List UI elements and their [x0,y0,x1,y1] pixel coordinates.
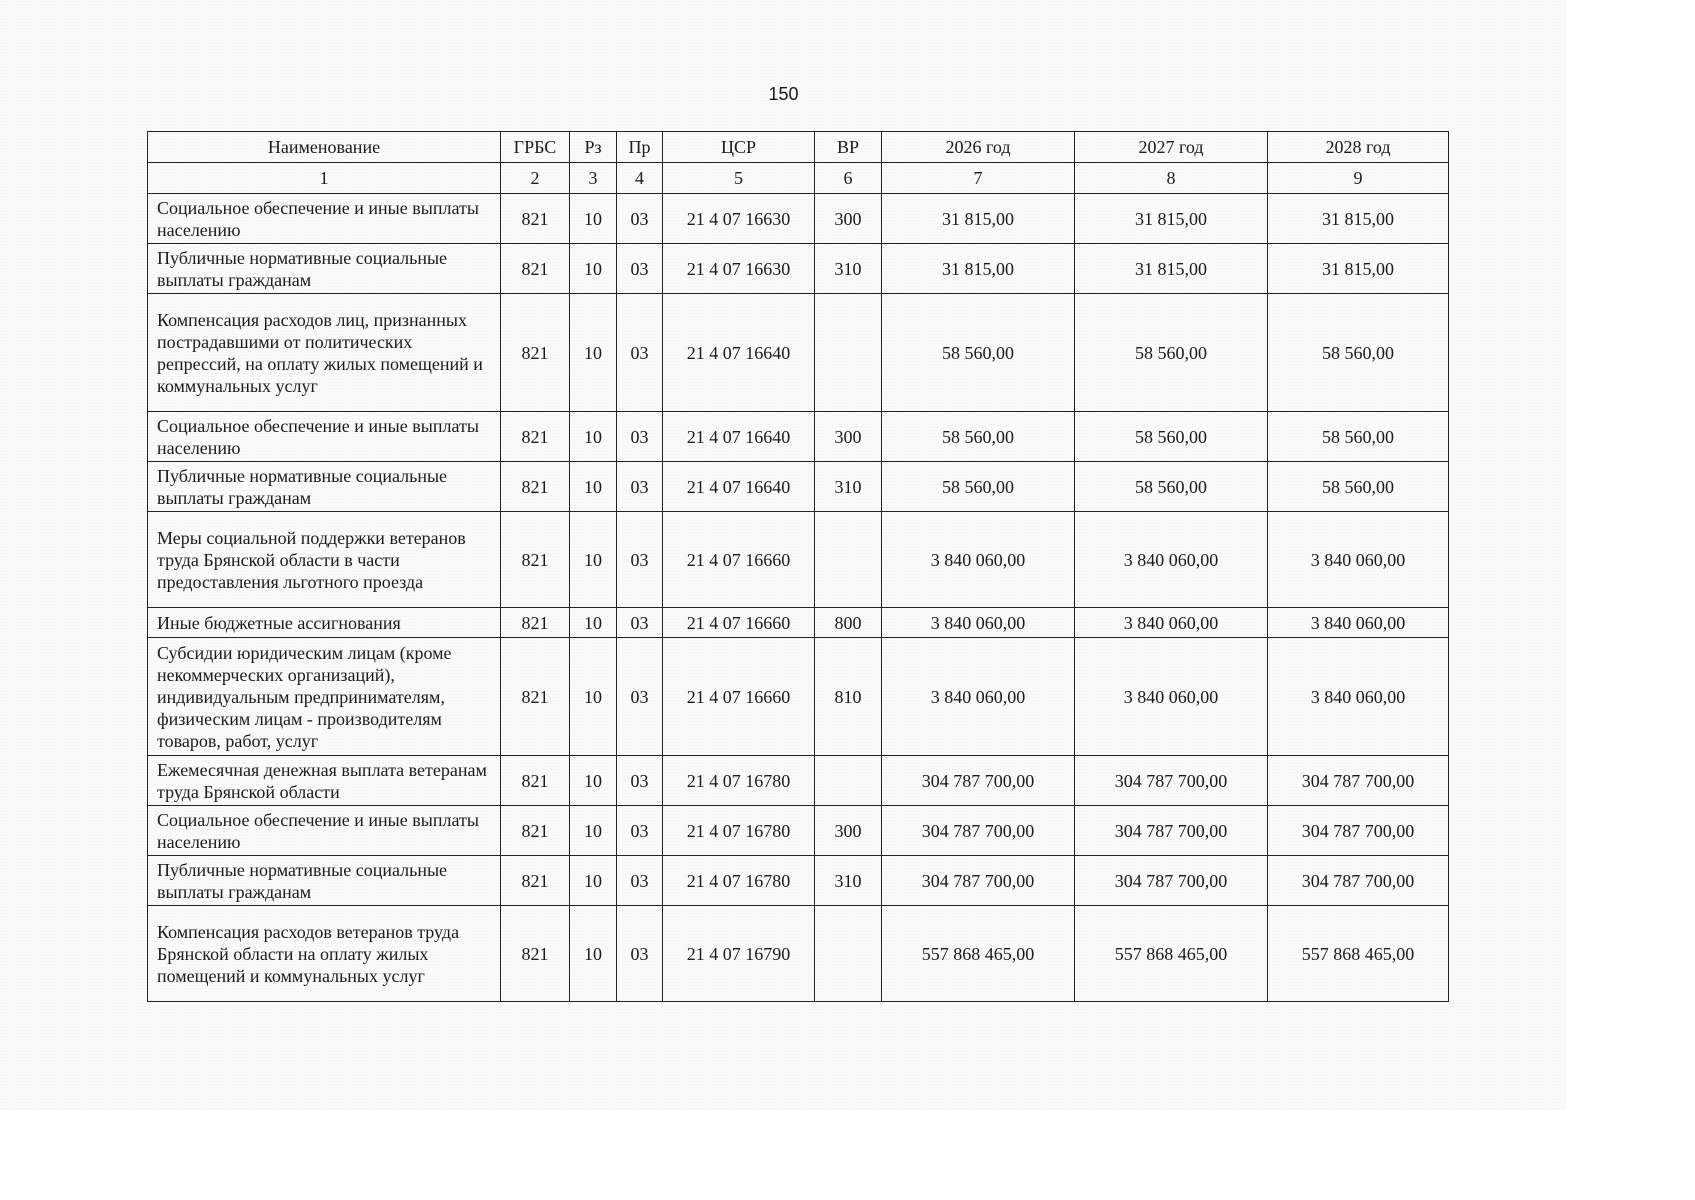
csr-cell: 21 4 07 16640 [663,462,815,512]
amount-2028-cell: 58 560,00 [1268,412,1449,462]
grbs-cell: 821 [501,608,570,638]
csr-cell: 21 4 07 16780 [663,856,815,906]
amount-2028-cell: 304 787 700,00 [1268,806,1449,856]
amount-2027-cell: 58 560,00 [1075,462,1268,512]
csr-cell: 21 4 07 16630 [663,194,815,244]
table-row [148,512,1449,608]
amount-2028-cell: 3 840 060,00 [1268,608,1449,638]
amount-2027-cell: 58 560,00 [1075,412,1268,462]
grbs-cell: 821 [501,412,570,462]
column-number-cell: 9 [1268,163,1449,194]
table-row [148,294,1449,412]
csr-cell: 21 4 07 16780 [663,806,815,856]
header-cell-2026: 2026 год [882,132,1075,163]
amount-2026-cell: 557 868 465,00 [882,906,1075,1002]
csr-cell: 21 4 07 16790 [663,906,815,1002]
amount-2026-cell: 3 840 060,00 [882,608,1075,638]
rz-cell: 10 [570,194,617,244]
amount-2027-cell: 58 560,00 [1075,294,1268,412]
column-number-cell: 6 [815,163,882,194]
csr-cell: 21 4 07 16630 [663,244,815,294]
rz-cell: 10 [570,512,617,608]
vr-cell [815,512,882,608]
header-cell-csr: ЦСР [663,132,815,163]
vr-cell: 310 [815,856,882,906]
amount-2027-cell: 3 840 060,00 [1075,608,1268,638]
row-name-cell: Публичные нормативные социальные выплаты гражданам [148,244,501,294]
vr-cell [815,756,882,806]
amount-2026-cell: 304 787 700,00 [882,806,1075,856]
table-row [148,638,1449,756]
grbs-cell: 821 [501,638,570,756]
table-row [148,608,1449,638]
grbs-cell: 821 [501,756,570,806]
page-number: 150 [768,84,799,104]
pr-cell: 03 [617,638,663,756]
csr-cell: 21 4 07 16660 [663,512,815,608]
amount-2028-cell: 3 840 060,00 [1268,512,1449,608]
amount-2026-cell: 304 787 700,00 [882,756,1075,806]
csr-cell: 21 4 07 16640 [663,412,815,462]
amount-2027-cell: 31 815,00 [1075,244,1268,294]
rz-cell: 10 [570,608,617,638]
grbs-cell: 821 [501,806,570,856]
row-name-cell: Публичные нормативные социальные выплаты гражданам [148,462,501,512]
csr-cell: 21 4 07 16640 [663,294,815,412]
amount-2028-cell: 31 815,00 [1268,244,1449,294]
amount-2027-cell: 3 840 060,00 [1075,638,1268,756]
pr-cell: 03 [617,756,663,806]
amount-2026-cell: 58 560,00 [882,462,1075,512]
column-number-cell: 4 [617,163,663,194]
pr-cell: 03 [617,906,663,1002]
table-row [148,194,1449,244]
amount-2027-cell: 304 787 700,00 [1075,856,1268,906]
grbs-cell: 821 [501,194,570,244]
amount-2027-cell: 304 787 700,00 [1075,806,1268,856]
amount-2026-cell: 31 815,00 [882,194,1075,244]
header-cell-vr: ВР [815,132,882,163]
amount-2026-cell: 304 787 700,00 [882,856,1075,906]
table-row [148,412,1449,462]
amount-2027-cell: 3 840 060,00 [1075,512,1268,608]
table-row [148,756,1449,806]
vr-cell [815,906,882,1002]
row-name-cell: Меры социальной поддержки ветеранов труда Брянской области в части предоставления льготного проезда [148,512,501,608]
row-name-cell: Компенсация расходов лиц, признанных пострадавшими от политических репрессий, на оплату жилых помещений и коммунальных услуг [148,294,501,412]
header-cell-2028: 2028 год [1268,132,1449,163]
row-name-cell: Социальное обеспечение и иные выплаты населению [148,806,501,856]
row-name-cell: Социальное обеспечение и иные выплаты населению [148,194,501,244]
grbs-cell: 821 [501,244,570,294]
amount-2027-cell: 557 868 465,00 [1075,906,1268,1002]
column-number-cell: 1 [148,163,501,194]
header-cell-rz: Рз [570,132,617,163]
csr-cell: 21 4 07 16660 [663,608,815,638]
pr-cell: 03 [617,512,663,608]
grbs-cell: 821 [501,856,570,906]
rz-cell: 10 [570,244,617,294]
vr-cell: 300 [815,806,882,856]
pr-cell: 03 [617,244,663,294]
vr-cell: 300 [815,194,882,244]
column-number-cell: 3 [570,163,617,194]
header-cell-name: Наименование [148,132,501,163]
column-number-row [148,163,1449,194]
header-cell-grbs: ГРБС [501,132,570,163]
rz-cell: 10 [570,806,617,856]
csr-cell: 21 4 07 16780 [663,756,815,806]
amount-2028-cell: 31 815,00 [1268,194,1449,244]
csr-cell: 21 4 07 16660 [663,638,815,756]
column-number-cell: 5 [663,163,815,194]
vr-cell [815,294,882,412]
rz-cell: 10 [570,294,617,412]
row-name-cell: Субсидии юридическим лицам (кроме некоммерческих организаций), индивидуальным предпринимателям, физическим лицам - производителям товаров, работ, услуг [148,638,501,756]
rz-cell: 10 [570,412,617,462]
row-name-cell: Иные бюджетные ассигнования [148,608,501,638]
pr-cell: 03 [617,194,663,244]
amount-2028-cell: 58 560,00 [1268,462,1449,512]
amount-2028-cell: 304 787 700,00 [1268,756,1449,806]
pr-cell: 03 [617,608,663,638]
rz-cell: 10 [570,906,617,1002]
rz-cell: 10 [570,856,617,906]
vr-cell: 310 [815,244,882,294]
amount-2026-cell: 3 840 060,00 [882,512,1075,608]
header-cell-pr: Пр [617,132,663,163]
amount-2028-cell: 58 560,00 [1268,294,1449,412]
vr-cell: 810 [815,638,882,756]
amount-2028-cell: 3 840 060,00 [1268,638,1449,756]
table-row [148,462,1449,512]
row-name-cell: Социальное обеспечение и иные выплаты населению [148,412,501,462]
pr-cell: 03 [617,294,663,412]
header-cell-2027: 2027 год [1075,132,1268,163]
amount-2026-cell: 31 815,00 [882,244,1075,294]
amount-2026-cell: 3 840 060,00 [882,638,1075,756]
grbs-cell: 821 [501,512,570,608]
header-row [148,132,1449,163]
pr-cell: 03 [617,462,663,512]
grbs-cell: 821 [501,462,570,512]
table-row [148,244,1449,294]
rz-cell: 10 [570,638,617,756]
table-row [148,906,1449,1002]
amount-2026-cell: 58 560,00 [882,412,1075,462]
row-name-cell: Компенсация расходов ветеранов труда Брянской области на оплату жилых помещений и коммунальных услуг [148,906,501,1002]
pr-cell: 03 [617,806,663,856]
vr-cell: 300 [815,412,882,462]
vr-cell: 310 [815,462,882,512]
amount-2026-cell: 58 560,00 [882,294,1075,412]
table-row [148,856,1449,906]
rz-cell: 10 [570,756,617,806]
column-number-cell: 7 [882,163,1075,194]
row-name-cell: Ежемесячная денежная выплата ветеранам труда Брянской области [148,756,501,806]
table-row [148,806,1449,856]
grbs-cell: 821 [501,906,570,1002]
pr-cell: 03 [617,412,663,462]
vr-cell: 800 [815,608,882,638]
budget-table [147,131,1449,1002]
amount-2027-cell: 304 787 700,00 [1075,756,1268,806]
amount-2028-cell: 304 787 700,00 [1268,856,1449,906]
row-name-cell: Публичные нормативные социальные выплаты гражданам [148,856,501,906]
column-number-cell: 8 [1075,163,1268,194]
rz-cell: 10 [570,462,617,512]
amount-2027-cell: 31 815,00 [1075,194,1268,244]
amount-2028-cell: 557 868 465,00 [1268,906,1449,1002]
grbs-cell: 821 [501,294,570,412]
column-number-cell: 2 [501,163,570,194]
pr-cell: 03 [617,856,663,906]
